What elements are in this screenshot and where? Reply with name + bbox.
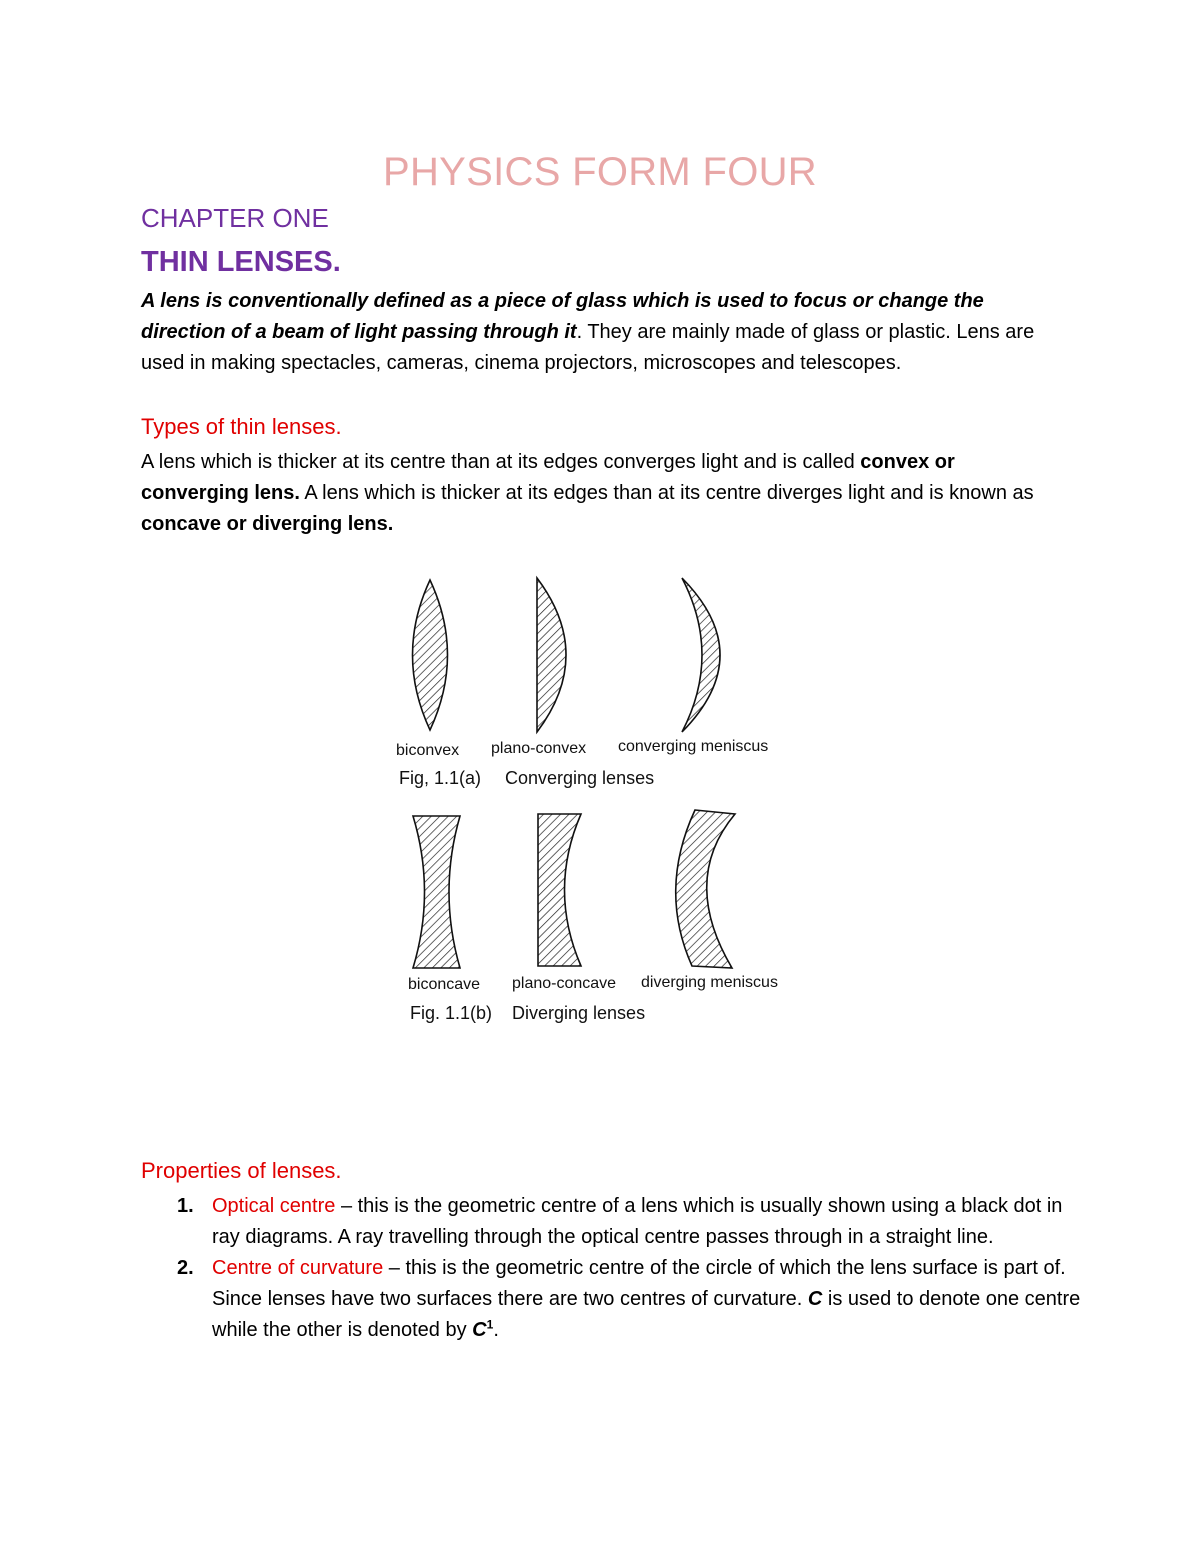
caption-fig-b-text: Diverging lenses (512, 1003, 646, 1023)
symbol-c-prime: C (472, 1319, 487, 1341)
intro-rest: . They are mainly made of glass or plastic. Lens are used in making spectacles, cameras, cinema projectors, microscopes and telescopes. (141, 321, 1035, 374)
caption-fig-b-number: Fig. 1.1(b) (410, 1003, 493, 1023)
topic-heading: THIN LENSES. (141, 246, 341, 278)
concave-term: concave or diverging lens. (141, 513, 394, 535)
curvature-text: – this is the geometric centre of the circle of which the lens surface is part of. Since lenses have two surfaces there are two centres of curvature. (212, 1257, 1066, 1310)
chapter-label: CHAPTER ONE (141, 203, 329, 233)
term-optical-centre: Optical centre (212, 1195, 336, 1217)
types-text-2: A lens which is thicker at its edges than at its centre diverges light and is known as (299, 482, 1034, 504)
term-centre-of-curvature: Centre of curvature (212, 1257, 384, 1279)
curvature-text-end: . (493, 1319, 499, 1341)
types-paragraph (141, 447, 1061, 540)
types-heading: Types of thin lenses. (141, 414, 342, 439)
lens-definition: A lens is conventionally defined as a piece of glass which is used to focus or change the direction of a beam of light passing through it (141, 290, 984, 343)
label-diverging-meniscus: diverging meniscus (641, 974, 778, 991)
document-title: PHYSICS FORM FOUR (382, 150, 817, 194)
biconcave-lens (413, 816, 460, 968)
list-number: 2. (177, 1257, 194, 1279)
optical-centre-text: – this is the geometric centre of a lens which is usually shown using a black dot in ray diagrams. A ray travelling through the optical centre passes through in a straight line. (212, 1195, 1063, 1248)
properties-list (141, 1191, 1081, 1346)
intro-paragraph (141, 286, 1061, 379)
label-biconcave: biconcave (408, 976, 481, 993)
label-converging-meniscus: converging meniscus (618, 738, 769, 755)
list-item (141, 1253, 1081, 1346)
label-plano-concave: plano-concave (512, 975, 617, 992)
symbol-c: C (807, 1288, 823, 1310)
caption-fig-a-text: Converging lenses (505, 768, 655, 788)
plano-convex-lens (537, 578, 566, 732)
curvature-text-mid: is used to denote one centre while the other is denoted by (212, 1288, 1081, 1341)
diverging-meniscus-lens (676, 810, 735, 968)
label-biconvex: biconvex (396, 742, 460, 759)
converging-meniscus-lens (682, 578, 720, 732)
lens-diagram (380, 570, 820, 1040)
lens-figure (380, 570, 820, 1040)
biconvex-lens (413, 580, 448, 730)
symbol-c-superscript: 1 (486, 1317, 494, 1332)
caption-fig-a-number: Fig, 1.1(a) (399, 768, 482, 788)
label-plano-convex: plano-convex (491, 740, 587, 757)
types-text-1: A lens which is thicker at its centre than at its edges converges light and is called (141, 451, 861, 473)
plano-concave-lens (538, 814, 581, 966)
convex-term: convex or converging lens. (141, 451, 955, 504)
list-item (141, 1191, 1081, 1253)
properties-heading: Properties of lenses. (141, 1158, 342, 1183)
list-number: 1. (177, 1195, 194, 1217)
